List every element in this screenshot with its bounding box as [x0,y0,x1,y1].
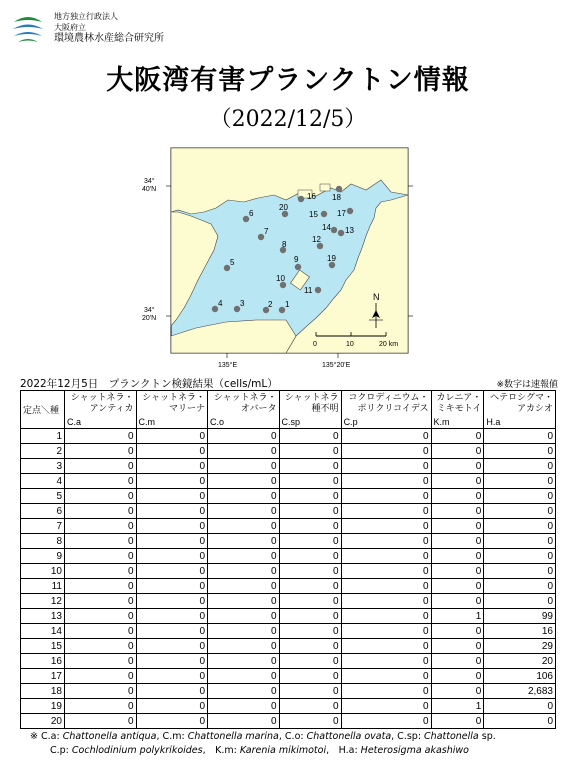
col-header-ha [484,391,556,429]
count-cell: 0 [279,444,341,459]
species-footnote [30,730,496,758]
station-cell: 3 [21,459,65,474]
station-cell: 18 [21,684,65,699]
count-cell: 0 [208,444,280,459]
count-cell: 0 [279,429,341,444]
fn-text: C.a: [41,731,63,742]
station-cell: 20 [21,714,65,729]
col-name1: ヘテロシグマ・ [490,392,553,402]
table-row [21,474,556,489]
station-cell: 1 [21,429,65,444]
station-cell: 9 [21,549,65,564]
table-row [21,609,556,624]
col-name2: ミキモトイ [436,403,482,413]
count-cell: 0 [208,714,280,729]
count-cell: 0 [208,564,280,579]
count-cell: 0 [279,609,341,624]
table-row [21,684,556,699]
count-cell: 0 [341,624,431,639]
svg-text:16: 16 [307,192,316,201]
corner-header: 定点＼種 [21,391,65,429]
lat-top-deg: 34° [144,178,155,185]
count-cell: 0 [279,474,341,489]
org-line1: 地方独立行政法人 [54,12,118,21]
count-cell: 1 [431,699,484,714]
count-cell: 0 [341,519,431,534]
count-cell: 0 [208,699,280,714]
count-cell: 0 [136,684,208,699]
count-cell: 0 [341,699,431,714]
fn-text: , C.m: [156,731,188,742]
station-cell: 8 [21,534,65,549]
count-cell: 0 [65,684,137,699]
fn-text: , C.sp: [391,731,425,742]
svg-text:2: 2 [268,300,273,309]
count-cell: 0 [136,609,208,624]
svg-text:11: 11 [304,286,313,295]
count-cell: 0 [65,714,137,729]
count-cell: 0 [65,549,137,564]
col-name1: シャットネラ・ [70,392,134,402]
map-island-b [320,184,330,191]
col-header-cp [341,391,431,429]
count-cell: 0 [431,684,484,699]
col-header-csp [279,391,341,429]
count-cell: 0 [341,654,431,669]
count-cell: 0 [341,474,431,489]
count-cell: 0 [65,444,137,459]
count-cell: 0 [431,564,484,579]
col-name1: シャットネラ・ [142,392,206,402]
count-cell: 0 [431,549,484,564]
count-cell: 0 [431,639,484,654]
count-cell: 0 [484,474,556,489]
count-cell: 0 [65,564,137,579]
count-cell: 0 [136,654,208,669]
station-cell: 6 [21,504,65,519]
count-cell: 0 [279,489,341,504]
col-name1: コクロディニウム・ [348,392,429,402]
count-cell: 0 [431,459,484,474]
station-cell: 17 [21,669,65,684]
count-cell: 0 [341,639,431,654]
org-line3: 環境農林水産総合研究所 [54,33,164,44]
col-abbr: C.m [138,417,156,427]
count-cell: 0 [341,609,431,624]
table-note: ※数字は速報値 [496,380,558,390]
count-cell: 29 [484,639,556,654]
station-cell: 2 [21,444,65,459]
fn-species: Karenia mikimotoi [239,745,327,756]
count-cell: 0 [208,654,280,669]
count-cell: 0 [65,459,137,474]
col-name2: オバータ [240,403,277,413]
count-cell: 0 [279,504,341,519]
count-cell: 0 [65,519,137,534]
count-cell: 0 [279,669,341,684]
footnote-mark: ※ [30,731,38,742]
scale-0: 0 [313,341,317,348]
fn-species: Cochlodinium polykrikoides [71,745,203,756]
station-cell: 5 [21,489,65,504]
svg-text:7: 7 [264,227,269,236]
count-cell: 0 [279,639,341,654]
lat-bottom-deg: 34° [144,307,155,314]
count-cell: 0 [65,624,137,639]
count-cell: 2,683 [484,684,556,699]
count-cell: 0 [136,564,208,579]
station-cell: 7 [21,519,65,534]
station-cell: 12 [21,594,65,609]
count-cell: 0 [484,504,556,519]
fn-text: C.p: [50,745,72,756]
count-cell: 0 [65,669,137,684]
count-cell: 0 [208,684,280,699]
col-name2: ポリクリコイデス [357,403,429,413]
scale-20: 20 km [379,341,399,348]
count-cell: 99 [484,609,556,624]
count-cell: 0 [341,579,431,594]
count-cell: 0 [136,624,208,639]
count-cell: 0 [208,534,280,549]
count-cell: 0 [484,519,556,534]
station-cell: 16 [21,654,65,669]
count-cell: 0 [279,519,341,534]
count-cell: 0 [279,624,341,639]
table-row [21,699,556,714]
svg-text:3: 3 [240,299,245,308]
count-cell: 0 [65,489,137,504]
count-cell: 0 [484,699,556,714]
count-cell: 0 [279,684,341,699]
count-cell: 0 [431,579,484,594]
table-row [21,534,556,549]
col-header-co [208,391,280,429]
count-cell: 0 [208,549,280,564]
count-cell: 0 [431,444,484,459]
table-row [21,639,556,654]
col-abbr: C.a [67,417,82,427]
lon-left: 135°E [218,362,238,369]
count-cell: 0 [484,429,556,444]
fn-text: , H.a: [326,745,361,756]
table-row [21,624,556,639]
count-cell: 16 [484,624,556,639]
count-cell: 0 [341,594,431,609]
svg-text:9: 9 [294,255,299,264]
count-cell: 0 [65,594,137,609]
count-cell: 0 [341,489,431,504]
fn-species: Chattonella marina [187,731,279,742]
count-cell: 0 [208,459,280,474]
count-cell: 106 [484,669,556,684]
count-cell: 0 [431,504,484,519]
col-abbr: C.sp [281,417,301,427]
svg-text:14: 14 [322,223,331,232]
north-label: N [373,292,380,302]
count-cell: 0 [208,474,280,489]
svg-text:18: 18 [332,193,341,202]
svg-text:1: 1 [285,300,290,309]
count-cell: 0 [484,579,556,594]
col-abbr: C.p [343,417,358,427]
col-name2: マリーナ [169,403,206,413]
count-cell: 20 [484,654,556,669]
station-cell: 14 [21,624,65,639]
count-cell: 0 [208,489,280,504]
table-row [21,549,556,564]
svg-text:17: 17 [337,209,346,218]
count-cell: 0 [341,549,431,564]
fn-species: Chattonella antiqua [62,731,157,742]
svg-text:5: 5 [230,258,235,267]
count-cell: 0 [484,564,556,579]
col-name1: シャットネラ・ [213,392,277,402]
svg-text:12: 12 [312,235,321,244]
results-table [20,390,556,729]
count-cell: 0 [65,534,137,549]
col-name2: アンティカ [89,403,134,413]
table-row [21,429,556,444]
count-cell: 0 [431,474,484,489]
col-abbr: C.o [210,417,225,427]
org-logo-icon [10,10,46,46]
count-cell: 0 [279,579,341,594]
col-header-ca [65,391,137,429]
count-cell: 0 [431,489,484,504]
count-cell: 0 [431,654,484,669]
count-cell: 0 [279,549,341,564]
count-cell: 0 [341,429,431,444]
station-cell: 11 [21,579,65,594]
fn-text: , C.o: [278,731,307,742]
count-cell: 0 [484,534,556,549]
count-cell: 0 [279,564,341,579]
count-cell: 0 [136,699,208,714]
fn-text: sp. [478,731,496,742]
org-name [54,11,164,45]
count-cell: 0 [431,594,484,609]
count-cell: 0 [341,504,431,519]
lat-bottom-min: 20'N [142,315,157,322]
col-header-km [431,391,484,429]
count-cell: 0 [279,654,341,669]
count-cell: 0 [208,624,280,639]
count-cell: 0 [136,669,208,684]
org-line2: 大阪府立 [54,23,86,32]
count-cell: 0 [208,609,280,624]
count-cell: 0 [484,594,556,609]
count-cell: 0 [279,534,341,549]
count-cell: 0 [279,714,341,729]
col-name2: 種不明 [311,403,339,413]
station-cell: 15 [21,639,65,654]
col-name2: アカシオ [517,403,553,413]
fn-species: Chattonella ovata [306,731,392,742]
svg-text:8: 8 [282,240,287,249]
count-cell: 0 [208,429,280,444]
count-cell: 0 [65,504,137,519]
table-row [21,654,556,669]
count-cell: 0 [136,714,208,729]
count-cell: 0 [208,594,280,609]
count-cell: 0 [136,459,208,474]
count-cell: 0 [208,639,280,654]
svg-text:4: 4 [218,299,223,308]
station-cell: 10 [21,564,65,579]
count-cell: 0 [279,594,341,609]
count-cell: 0 [431,429,484,444]
table-row [21,564,556,579]
svg-text:10: 10 [276,274,285,283]
page-title: 大阪湾有害プランクトン情報 [106,65,470,96]
table-header-row [21,391,556,429]
col-name1: カレニア・ [436,392,482,402]
count-cell: 0 [431,669,484,684]
count-cell: 0 [341,684,431,699]
count-cell: 0 [136,489,208,504]
count-cell: 0 [484,549,556,564]
count-cell: 0 [279,459,341,474]
count-cell: 0 [65,474,137,489]
station-cell: 19 [21,699,65,714]
count-cell: 1 [431,609,484,624]
count-cell: 0 [484,489,556,504]
station-cell: 13 [21,609,65,624]
svg-text:20: 20 [279,203,288,212]
count-cell: 0 [341,459,431,474]
count-cell: 0 [136,474,208,489]
table-body [21,429,556,729]
count-cell: 0 [341,714,431,729]
count-cell: 0 [431,534,484,549]
table-caption: 2022年12月5日 プランクトン検鏡結果（cells/mL） [20,378,278,390]
osaka-bay-map [136,140,440,380]
count-cell: 0 [136,639,208,654]
svg-text:15: 15 [309,210,318,219]
count-cell: 0 [65,699,137,714]
count-cell: 0 [65,639,137,654]
org-logo [10,8,210,48]
table-row [21,579,556,594]
count-cell: 0 [136,519,208,534]
count-cell: 0 [431,714,484,729]
count-cell: 0 [208,504,280,519]
col-header-cm [136,391,208,429]
table-row [21,714,556,729]
count-cell: 0 [208,519,280,534]
table-row [21,489,556,504]
table-row [21,594,556,609]
count-cell: 0 [431,519,484,534]
col-abbr: H.a [486,417,501,427]
count-cell: 0 [341,669,431,684]
station-cell: 4 [21,474,65,489]
count-cell: 0 [208,579,280,594]
col-name1: シャットネラ [284,392,339,402]
svg-text:6: 6 [249,209,254,218]
count-cell: 0 [65,609,137,624]
table-row [21,504,556,519]
fn-species: Heterosigma akashiwo [360,745,469,756]
lon-right: 135°20'E [322,362,351,369]
table-row [21,444,556,459]
count-cell: 0 [136,429,208,444]
fn-species: Chattonella [424,731,479,742]
count-cell: 0 [341,444,431,459]
count-cell: 0 [484,444,556,459]
svg-text:19: 19 [327,254,336,263]
count-cell: 0 [136,444,208,459]
col-abbr: K.m [433,417,450,427]
count-cell: 0 [136,579,208,594]
fn-text: , K.m: [202,745,240,756]
count-cell: 0 [208,669,280,684]
scale-10: 10 [346,341,354,348]
footnote-line1 [30,730,496,744]
table-row [21,519,556,534]
count-cell: 0 [65,579,137,594]
table-row [21,669,556,684]
footnote-line2 [50,744,496,758]
count-cell: 0 [341,564,431,579]
count-cell: 0 [341,534,431,549]
table-row [21,459,556,474]
map-svg [136,140,440,380]
count-cell: 0 [484,459,556,474]
page-date: （2022/12/5） [209,107,367,132]
lat-top-min: 40'N [142,186,157,193]
svg-text:13: 13 [345,226,354,235]
count-cell: 0 [431,624,484,639]
count-cell: 0 [279,699,341,714]
count-cell: 0 [136,594,208,609]
count-cell: 0 [65,654,137,669]
count-cell: 0 [484,714,556,729]
count-cell: 0 [136,549,208,564]
count-cell: 0 [65,429,137,444]
count-cell: 0 [136,504,208,519]
count-cell: 0 [136,534,208,549]
